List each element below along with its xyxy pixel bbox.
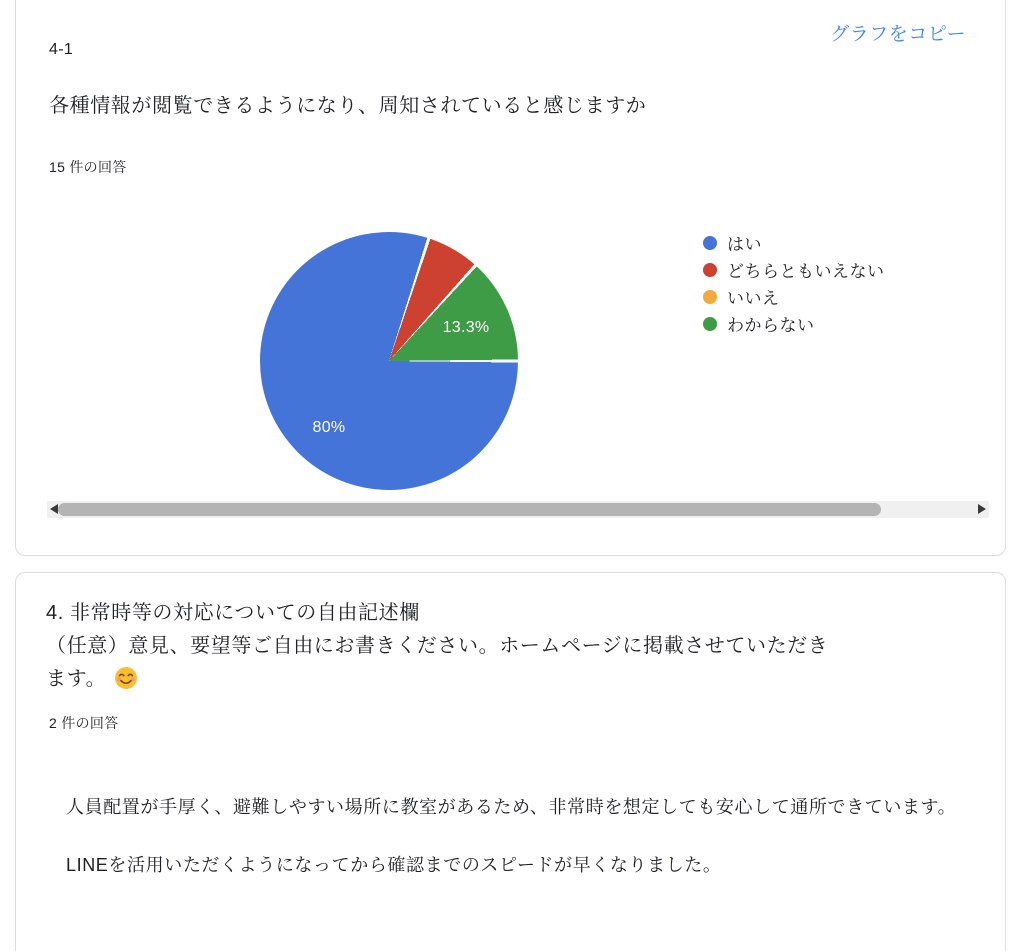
legend-label: どちらともいえない	[727, 262, 885, 281]
legend-item	[703, 283, 885, 310]
pie-chart[interactable]	[260, 232, 518, 490]
free-text-title-line-2: （任意）意見、要望等ご自由にお書きください。ホームページに掲載させていただきます。	[46, 635, 829, 690]
free-text-title-line-1: 4. 非常時等の対応についての自由記述欄	[46, 602, 420, 624]
legend-color-dot-icon	[703, 290, 717, 304]
pie-slice-label-yes: 80%	[312, 419, 346, 436]
chart-legend	[703, 229, 885, 337]
free-text-question-title	[46, 597, 836, 696]
response-count: 2 件の回答	[49, 715, 119, 731]
scrollbar-thumb[interactable]	[58, 503, 881, 516]
copy-chart-link[interactable]: グラフをコピー	[830, 24, 966, 45]
horizontal-scrollbar[interactable]	[47, 501, 989, 518]
free-text-question-card	[15, 572, 1006, 951]
response-item: LINEを活用いただくようになってから確認までのスピードが早くなりました。	[66, 855, 722, 875]
legend-item	[703, 229, 885, 256]
response-count: 15 件の回答	[49, 159, 127, 175]
legend-label: いいえ	[727, 289, 780, 308]
legend-label: わからない	[727, 316, 815, 335]
legend-label: はい	[727, 235, 762, 254]
response-item: 人員配置が手厚く、避難しやすい場所に教室があるため、非常時を想定しても安心して通所できています。	[66, 797, 957, 817]
scroll-right-arrow-icon[interactable]	[978, 504, 986, 514]
free-text-responses-list	[66, 791, 986, 907]
legend-item	[703, 256, 885, 283]
legend-item	[703, 310, 885, 337]
legend-color-dot-icon	[703, 263, 717, 277]
chart-question-card	[15, 0, 1006, 556]
scroll-left-arrow-icon[interactable]	[50, 504, 58, 514]
legend-color-dot-icon	[703, 317, 717, 331]
question-title: 各種情報が閲覧できるようになり、周知されていると感じますか	[49, 95, 647, 117]
question-number: 4-1	[49, 41, 74, 58]
smiling-face-emoji-icon	[114, 666, 138, 690]
pie-slice-label-dont-know: 13.3%	[442, 319, 490, 336]
legend-color-dot-icon	[703, 236, 717, 250]
